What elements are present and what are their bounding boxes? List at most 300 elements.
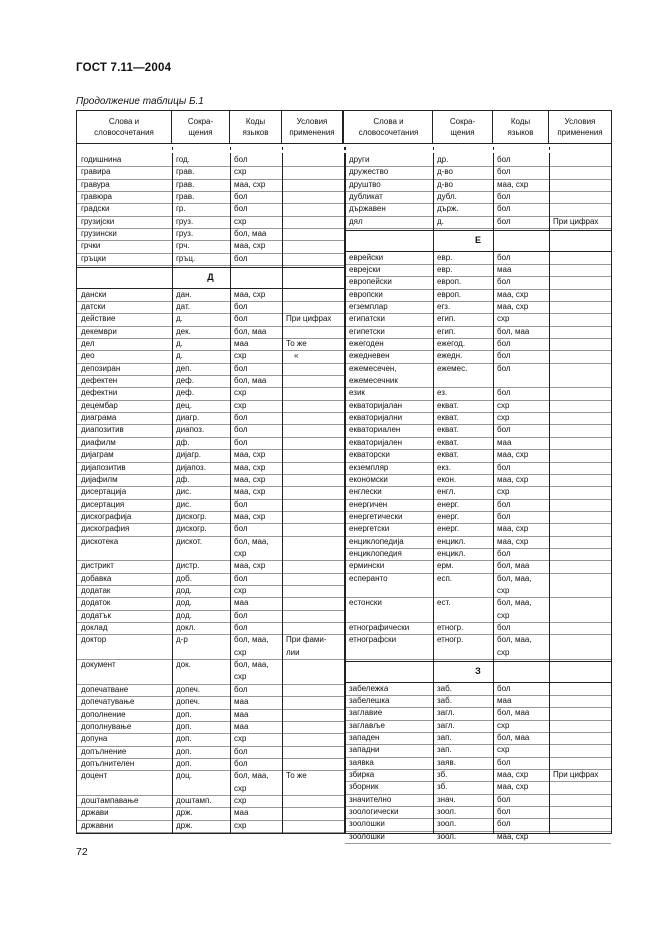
abbr-cell: дец.: [176, 400, 192, 410]
word-cell: ежемесечник: [349, 376, 398, 386]
word-cell: грузијски: [81, 216, 115, 226]
code-cell: схр: [234, 783, 247, 793]
abbr-cell: европ.: [437, 289, 462, 299]
abbr-cell: екват.: [437, 425, 459, 435]
abbr-cell: др.: [437, 155, 449, 164]
abbr-cell: дискот.: [176, 536, 202, 546]
abbr-cell: енерг.: [437, 511, 459, 521]
code-cell: бол, маа: [234, 229, 267, 239]
abbr-cell: дек.: [176, 326, 191, 336]
row-rule: [77, 228, 344, 229]
abbr-cell: дф.: [176, 437, 190, 447]
word-cell: екваторијални: [349, 413, 403, 423]
code-cell: маа, схр: [497, 831, 529, 841]
word-cell: датски: [81, 301, 106, 311]
row-rule: [345, 757, 611, 758]
code-cell: бол, маа,: [234, 771, 269, 781]
code-cell: бол: [234, 746, 248, 756]
row-rule: [77, 326, 344, 327]
code-cell: бол: [497, 216, 511, 226]
code-cell: схр: [234, 586, 247, 595]
code-cell: маа, схр: [497, 450, 529, 460]
code-cell: маа: [497, 264, 512, 274]
word-cell: заглавие: [349, 708, 383, 718]
word-cell: забележка: [349, 683, 389, 693]
section-letter: З: [475, 666, 481, 677]
row-rule: [77, 437, 344, 438]
abbr-cell: евр.: [437, 252, 453, 262]
code-cell: маа: [234, 709, 249, 719]
code-cell: бол: [234, 684, 248, 694]
word-cell: дефектен: [81, 376, 118, 386]
word-cell: дијаграм: [81, 450, 114, 460]
code-cell: бол, маа,: [497, 573, 532, 583]
section-rule: [345, 251, 611, 252]
abbr-cell: допеч.: [176, 697, 201, 707]
abbr-cell: екват.: [437, 450, 459, 460]
word-cell: доктор: [81, 635, 107, 645]
row-rule: [345, 707, 611, 708]
code-cell: схр: [234, 548, 247, 558]
word-cell: зоологически: [349, 807, 399, 817]
code-cell: маа, схр: [497, 770, 529, 780]
row-rule: [77, 573, 344, 574]
abbr-cell: зап.: [437, 745, 452, 755]
word-cell: есперанто: [349, 573, 388, 583]
code-cell: маа, схр: [497, 524, 529, 534]
abbr-cell: д.: [437, 216, 444, 226]
word-cell: еврејски: [349, 264, 381, 274]
word-cell: египетски: [349, 326, 385, 336]
code-cell: бол: [234, 573, 248, 583]
code-cell: бол: [497, 548, 511, 558]
word-cell: допуна: [81, 734, 108, 744]
abbr-cell: деп.: [176, 363, 192, 373]
row-rule: [77, 832, 344, 833]
abbr-cell: допеч.: [176, 684, 201, 694]
code-cell: бол: [234, 363, 248, 373]
code-cell: маа, схр: [234, 474, 266, 484]
abbr-cell: загл.: [437, 720, 455, 730]
word-cell: документ: [81, 660, 116, 670]
word-cell: египатски: [349, 314, 385, 324]
abbr-cell: енерг.: [437, 499, 459, 509]
word-cell: збирка: [349, 770, 375, 780]
abbr-cell: зоол.: [437, 831, 457, 841]
row-rule: [77, 820, 344, 821]
code-cell: маа: [234, 808, 249, 818]
word-cell: диафилм: [81, 437, 116, 447]
word-cell: ежемесечен,: [349, 363, 397, 373]
abbr-cell: држ.: [176, 820, 193, 830]
code-cell: бол: [497, 462, 511, 472]
word-cell: дисертация: [81, 499, 125, 509]
abbr-cell: държ.: [437, 204, 459, 214]
word-cell: депозиран: [81, 363, 121, 373]
abbr-cell: дискогр.: [176, 524, 207, 534]
word-cell: добавка: [81, 573, 112, 583]
section-rule: [77, 267, 344, 268]
abbr-cell: дијапоз.: [176, 462, 206, 472]
abbr-cell: евр.: [437, 264, 453, 274]
code-cell: бол, маа: [497, 561, 530, 571]
code-cell: бол: [497, 511, 511, 521]
abbr-cell: доп.: [176, 709, 192, 719]
code-cell: бол: [234, 192, 248, 202]
code-cell: бол: [497, 499, 511, 509]
word-cell: децембар: [81, 400, 118, 410]
code-cell: бол, маа,: [234, 635, 269, 645]
section-letter: Д: [207, 272, 214, 283]
row-rule: [345, 659, 611, 660]
code-cell: бол: [497, 277, 511, 287]
header-abbr: Сокра- щения: [172, 111, 230, 143]
word-cell: доклад: [81, 623, 108, 633]
header-conditions: Условия применения: [282, 111, 344, 143]
abbr-cell: знач.: [437, 794, 456, 804]
section-rule: [345, 682, 611, 683]
row-rule: [345, 744, 611, 745]
code-cell: бол: [497, 794, 511, 804]
abbr-cell: груз.: [176, 216, 194, 226]
row-rule: [345, 486, 611, 487]
abbr-cell: диагр.: [176, 413, 200, 423]
row-rule: [77, 253, 344, 254]
code-cell: схр: [497, 413, 510, 423]
header-abbr-right: Сокра- щения: [433, 111, 493, 143]
abbr-cell: дискогр.: [176, 511, 207, 521]
row-rule: [77, 560, 344, 561]
center-rule-stub: [344, 147, 346, 150]
word-cell: егземплар: [349, 301, 388, 311]
word-cell: екземпляр: [349, 462, 389, 472]
abbr-cell: доц.: [176, 771, 192, 781]
word-cell: дисертација: [81, 487, 127, 497]
code-cell: схр: [497, 647, 510, 657]
word-cell: западни: [349, 745, 380, 755]
abbr-cell: доп.: [176, 758, 192, 768]
code-cell: бол: [497, 252, 511, 262]
row-rule: [345, 264, 611, 265]
section-rule: [345, 230, 611, 231]
word-cell: значително: [349, 794, 392, 804]
condition-cell: лии: [286, 647, 300, 657]
code-cell: схр: [234, 400, 247, 410]
row-rule: [77, 179, 344, 180]
word-cell: додатък: [81, 610, 112, 620]
code-cell: схр: [234, 795, 247, 805]
header-codes: Коды языков: [230, 111, 282, 143]
code-cell: бол: [497, 167, 511, 177]
code-cell: схр: [234, 647, 247, 657]
abbr-cell: доп.: [176, 721, 192, 731]
abbr-cell: заб.: [437, 695, 452, 705]
row-rule: [345, 560, 611, 561]
word-cell: допечатване: [81, 684, 129, 694]
row-rule: [77, 203, 344, 204]
code-cell: схр: [234, 820, 247, 830]
code-cell: бол: [234, 437, 248, 447]
abbr-cell: европ.: [437, 277, 462, 287]
abbr-cell: докл.: [176, 623, 196, 633]
code-cell: бол: [497, 388, 511, 398]
word-cell: заявка: [349, 757, 374, 767]
column-rule: [172, 153, 173, 833]
word-cell: дискография: [81, 524, 130, 534]
code-cell: схр: [234, 216, 247, 226]
row-rule: [77, 301, 344, 302]
word-cell: гравура: [81, 179, 110, 189]
code-cell: бол, маа: [497, 326, 530, 336]
code-cell: бол, маа,: [234, 536, 269, 546]
word-cell: доштампавање: [81, 795, 139, 805]
row-rule: [77, 597, 344, 598]
code-cell: бол: [497, 819, 511, 829]
column-rule-stub: [230, 147, 231, 150]
code-cell: бол: [497, 683, 511, 693]
abbr-cell: дубл.: [437, 192, 457, 202]
abbr-cell: дијагр.: [176, 450, 201, 460]
word-cell: заглавље: [349, 720, 385, 730]
abbr-cell: грав.: [176, 167, 195, 177]
abbr-cell: енцикл.: [437, 536, 466, 546]
word-cell: език: [349, 388, 365, 398]
code-cell: бол: [234, 204, 248, 214]
code-cell: схр: [497, 487, 510, 497]
row-rule: [345, 781, 611, 782]
standard-header: ГОСТ 7.11—2004: [76, 62, 172, 74]
condition-cell: При фами-: [286, 635, 327, 645]
code-cell: схр: [497, 314, 510, 324]
abbr-cell: екват.: [437, 400, 459, 410]
code-cell: бол: [234, 623, 248, 633]
abbr-cell: д.: [176, 339, 183, 348]
code-cell: бол, маа,: [234, 660, 269, 670]
code-cell: бол: [497, 351, 511, 361]
row-rule: [77, 240, 344, 241]
abbr-cell: док.: [176, 660, 191, 670]
word-cell: етнографски: [349, 635, 397, 645]
word-cell: гравира: [81, 167, 111, 177]
code-cell: маа, схр: [234, 289, 266, 299]
code-cell: маа: [234, 598, 249, 608]
abbr-cell: дис.: [176, 499, 192, 509]
code-cell: схр: [497, 745, 510, 755]
word-cell: европски: [349, 289, 383, 299]
abbr-cell: држ.: [176, 808, 193, 818]
word-cell: зоолошки: [349, 819, 385, 829]
column-rule: [493, 153, 494, 833]
abbr-cell: заб.: [437, 683, 452, 693]
word-cell: диаграма: [81, 413, 117, 423]
abbr-cell: егип.: [437, 326, 456, 336]
abbr-cell: гр.: [176, 204, 186, 214]
code-cell: бол: [234, 413, 248, 423]
word-cell: гръцки: [81, 253, 106, 263]
word-cell: дискографија: [81, 511, 132, 521]
word-cell: додаток: [81, 598, 111, 608]
abbr-cell: енерг.: [437, 524, 459, 534]
row-rule: [345, 732, 611, 733]
row-rule: [345, 289, 611, 290]
row-rule: [345, 228, 611, 229]
word-cell: државни: [81, 820, 114, 830]
condition-cell: «: [294, 351, 299, 361]
abbr-cell: ест.: [437, 598, 451, 608]
abbr-cell: зб.: [437, 770, 448, 780]
abbr-cell: грав.: [176, 179, 195, 189]
abbr-cell: екват.: [437, 413, 459, 423]
page-number: 72: [76, 846, 88, 858]
word-cell: дански: [81, 289, 107, 299]
code-cell: бол: [497, 339, 511, 348]
row-rule: [345, 179, 611, 180]
word-cell: енергетически: [349, 511, 403, 521]
word-cell: допълнителен: [81, 758, 135, 768]
abbr-cell: дис.: [176, 487, 192, 497]
section-rule: [77, 288, 344, 289]
word-cell: екваторски: [349, 450, 390, 460]
condition-cell: При цифрах: [553, 770, 599, 780]
abbr-cell: зоол.: [437, 819, 457, 829]
word-cell: екваторијален: [349, 437, 403, 447]
abbreviations-table: [76, 110, 612, 841]
column-rule-stub: [433, 147, 434, 150]
abbr-cell: деф.: [176, 376, 194, 386]
abbr-cell: ез.: [437, 388, 448, 398]
word-cell: енергичен: [349, 499, 388, 509]
code-cell: бол: [234, 425, 248, 435]
abbr-cell: деф.: [176, 388, 194, 398]
code-cell: бол, маа,: [497, 635, 532, 645]
code-cell: бол: [497, 192, 511, 202]
row-rule: [77, 622, 344, 623]
condition-cell: То же: [286, 771, 307, 781]
code-cell: маа, схр: [234, 241, 266, 251]
word-cell: енглески: [349, 487, 382, 497]
word-cell: део: [81, 351, 95, 361]
word-cell: грузински: [81, 229, 117, 239]
code-cell: маа, схр: [234, 511, 266, 521]
condition-cell: То же: [286, 339, 307, 348]
word-cell: допълнение: [81, 746, 127, 756]
header-conditions-right: Условия применения: [557, 117, 603, 137]
word-cell: дополнување: [81, 721, 132, 731]
abbr-cell: ежегод.: [437, 339, 466, 348]
column-rule-stub: [493, 147, 494, 150]
abbr-cell: ерм.: [437, 561, 454, 571]
row-rule: [77, 659, 344, 660]
abbr-cell: доб.: [176, 573, 192, 583]
abbr-cell: дф.: [176, 474, 190, 484]
row-rule: [345, 191, 611, 192]
abbr-cell: груз.: [176, 229, 194, 239]
row-rule: [77, 412, 344, 413]
abbr-cell: егип.: [437, 314, 456, 324]
code-cell: бол: [234, 610, 248, 620]
column-rule-stub: [549, 147, 550, 150]
condition-cell: При цифрах: [553, 216, 599, 226]
word-cell: дубликат: [349, 192, 383, 202]
word-cell: европейски: [349, 277, 392, 287]
abbr-cell: д-во: [437, 179, 453, 189]
abbr-cell: доп.: [176, 746, 192, 756]
row-rule: [77, 191, 344, 192]
row-rule: [77, 265, 344, 266]
word-cell: дополнение: [81, 709, 126, 719]
word-cell: енциклопедија: [349, 536, 404, 546]
table-caption: Продолжение таблицы Б.1: [76, 96, 204, 107]
code-cell: схр: [234, 351, 247, 361]
word-cell: грчки: [81, 241, 101, 251]
column-rule: [549, 153, 550, 833]
column-rule: [282, 153, 283, 833]
code-cell: маа, схр: [234, 561, 266, 571]
code-cell: бол, маа,: [497, 598, 532, 608]
word-cell: зборник: [349, 782, 379, 792]
section-rule: [345, 661, 611, 662]
code-cell: схр: [234, 734, 247, 744]
word-cell: енергетски: [349, 524, 390, 534]
abbr-cell: дистр.: [176, 561, 200, 571]
code-cell: бол: [234, 314, 248, 324]
code-cell: бол: [497, 363, 511, 373]
abbr-cell: ежедн.: [437, 351, 463, 361]
code-cell: маа: [497, 437, 512, 447]
code-cell: маа, схр: [234, 462, 266, 472]
column-rule: [433, 153, 434, 833]
word-cell: държавен: [349, 204, 386, 214]
row-rule: [77, 733, 344, 734]
column-rule-stub: [172, 147, 173, 150]
row-rule: [77, 216, 344, 217]
abbr-cell: ежемес.: [437, 363, 468, 373]
header-words-right: Слова и словосочетания: [345, 111, 433, 143]
code-cell: бол: [234, 524, 248, 534]
abbr-cell: енгл.: [437, 487, 456, 497]
word-cell: дружество: [349, 167, 389, 177]
code-cell: схр: [497, 586, 510, 595]
word-cell: еврейски: [349, 252, 384, 262]
abbr-cell: етногр.: [437, 623, 464, 633]
abbr-cell: год.: [176, 155, 190, 164]
word-cell: екваториален: [349, 425, 401, 435]
code-cell: бол: [234, 758, 248, 768]
code-cell: бол: [497, 155, 511, 164]
code-cell: бол: [497, 807, 511, 817]
word-cell: ермински: [349, 561, 385, 571]
code-cell: бол: [234, 499, 248, 509]
code-cell: маа, схр: [234, 450, 266, 460]
word-cell: дијапозитив: [81, 462, 126, 472]
code-cell: маа: [497, 695, 512, 705]
condition-cell: При цифрах: [286, 314, 332, 324]
word-cell: дистрикт: [81, 561, 114, 571]
code-cell: маа, схр: [234, 487, 266, 497]
code-cell: бол: [234, 155, 248, 164]
word-cell: друштво: [349, 179, 381, 189]
section-letter: Е: [474, 235, 481, 246]
code-cell: маа, схр: [497, 179, 529, 189]
word-cell: декември: [81, 326, 117, 336]
abbr-cell: екват.: [437, 437, 459, 447]
abbr-cell: д-р: [176, 635, 188, 645]
center-rule: [344, 153, 346, 833]
abbr-cell: доштамп.: [176, 795, 212, 805]
code-cell: бол, маа: [497, 708, 530, 718]
abbr-cell: диапоз.: [176, 425, 205, 435]
code-cell: бол: [497, 623, 511, 633]
